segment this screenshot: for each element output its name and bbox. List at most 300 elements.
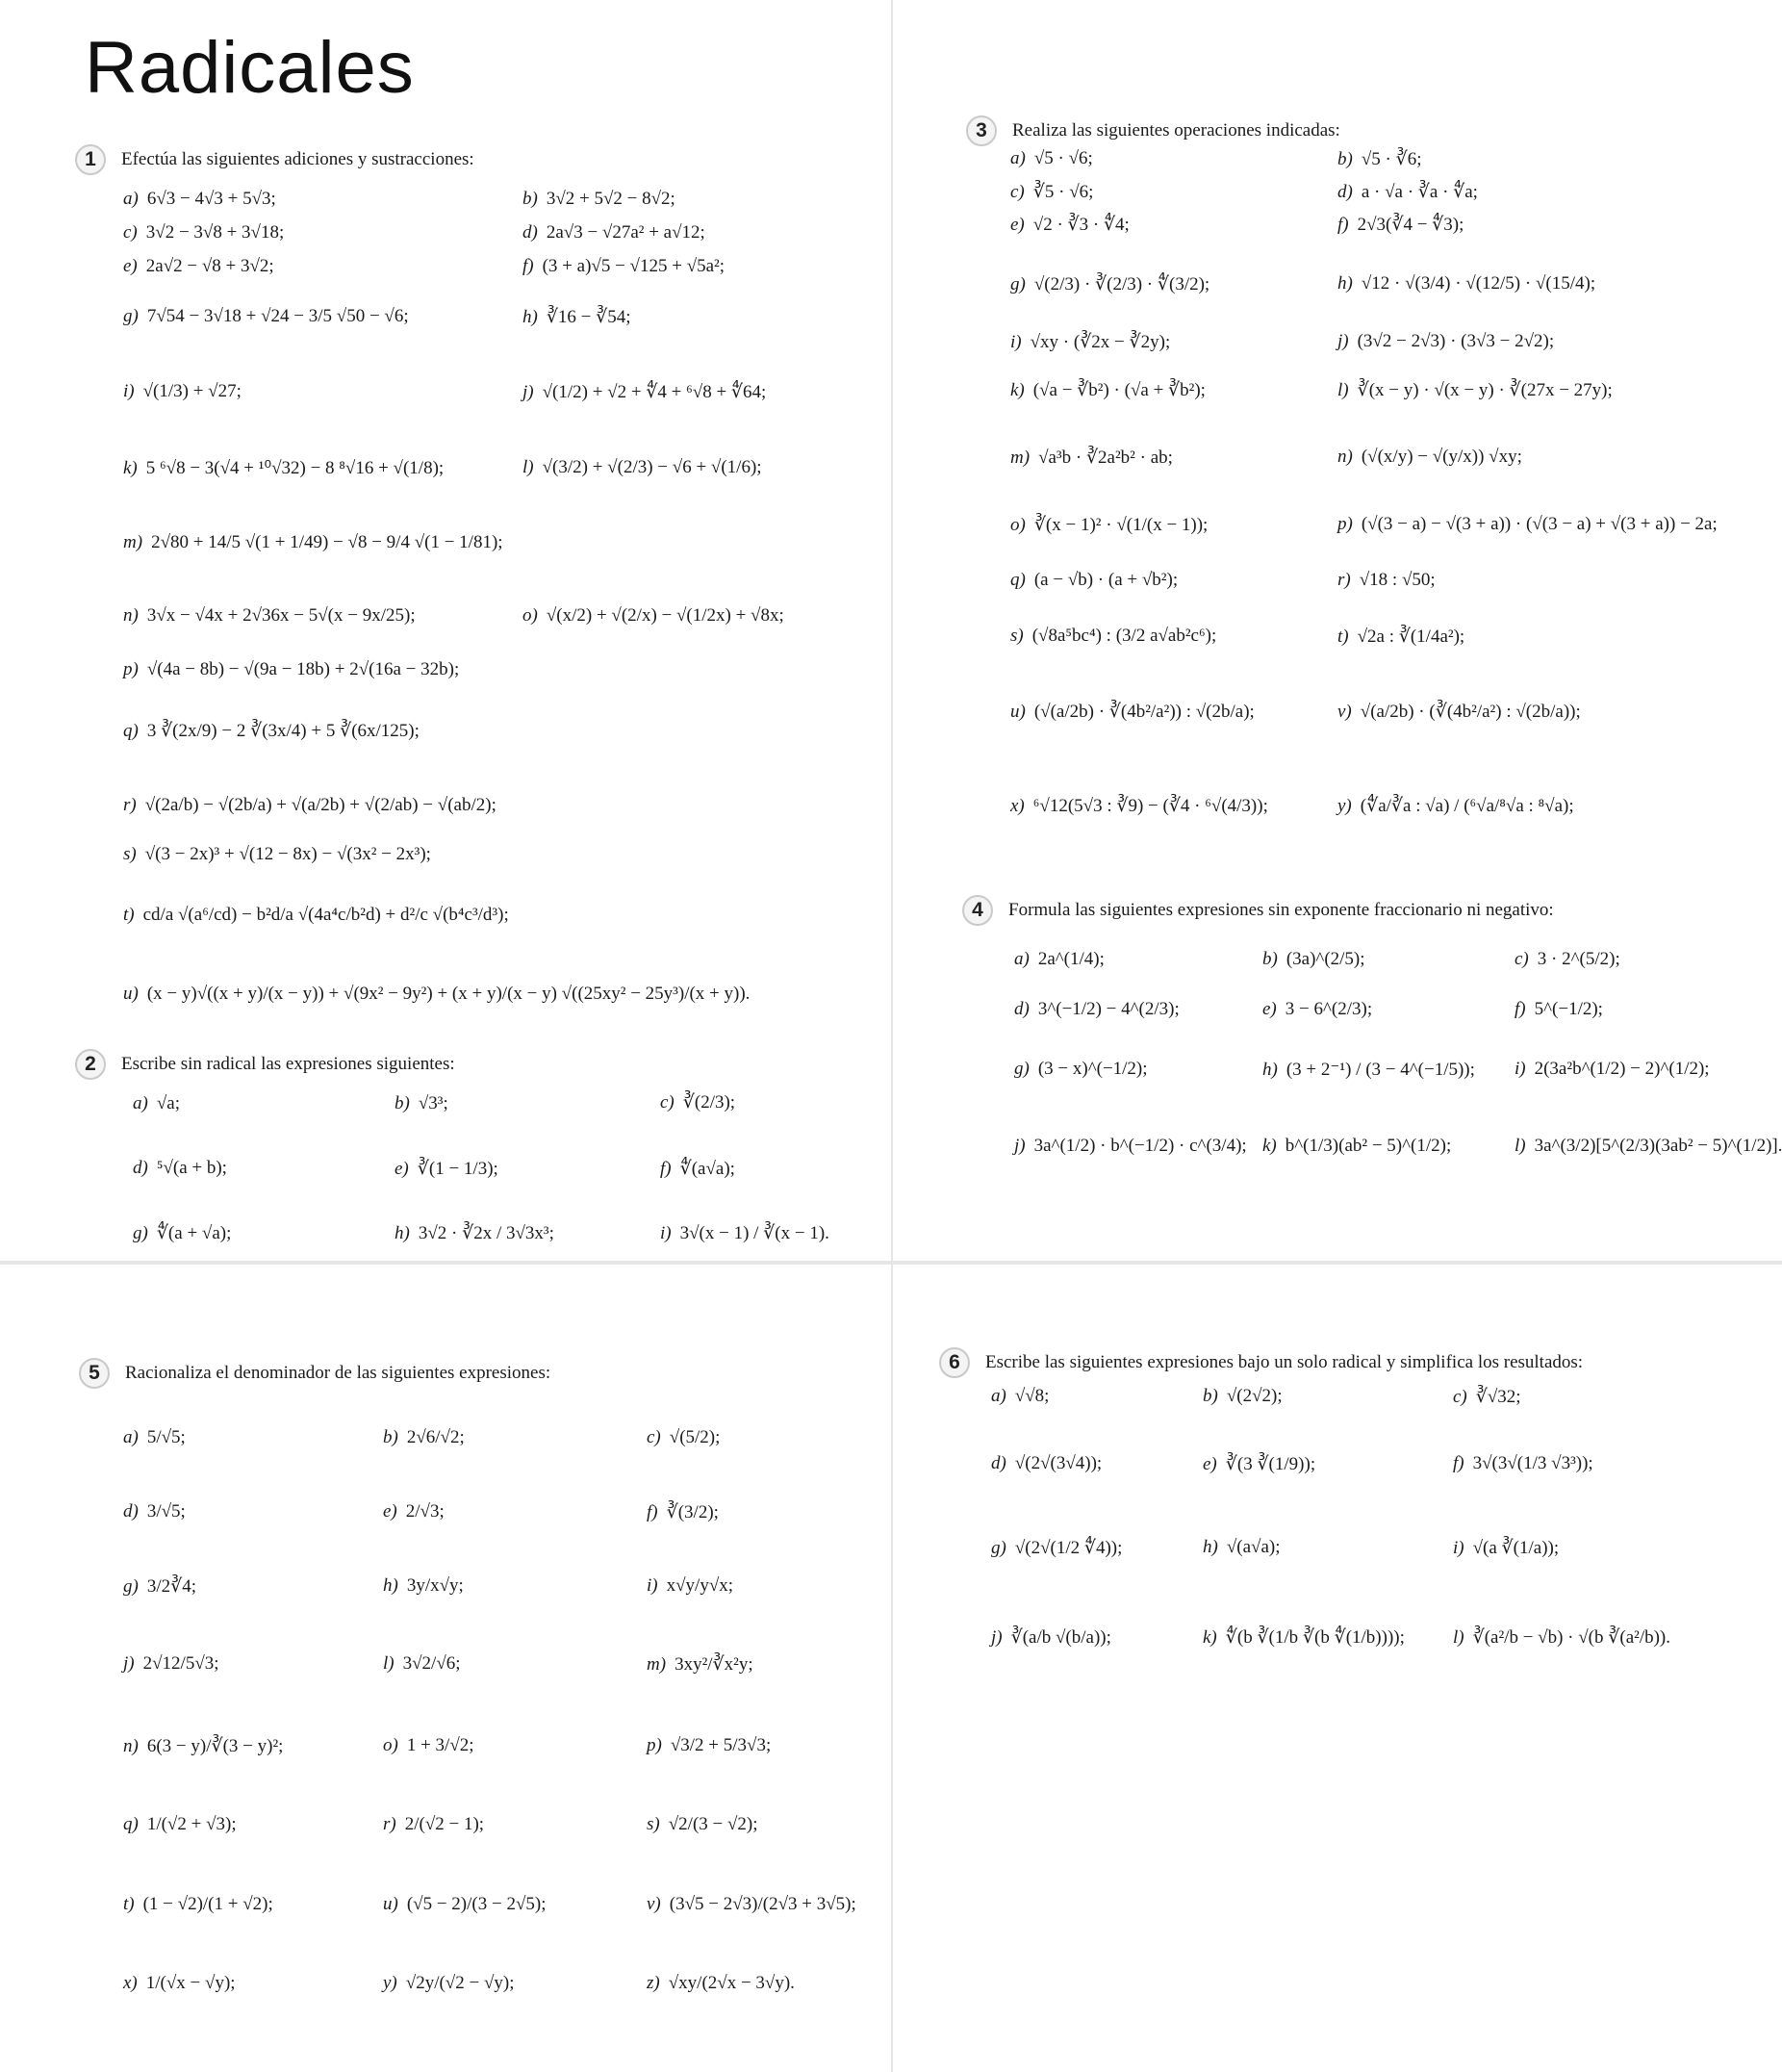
exercise-item: [133, 1222, 231, 1244]
exercise-label: a): [991, 1386, 1006, 1406]
exercise-expression: √(3/2) + √(2/3) − √6 + √(1/6);: [542, 457, 762, 477]
exercise-item: [1203, 1386, 1283, 1407]
exercise-item: [1010, 379, 1206, 401]
exercise-label: u): [1010, 701, 1026, 722]
exercise-expression: ∜(b ∛(1/b ∛(b ∜(1/b))));: [1225, 1627, 1405, 1648]
section-2-header: [75, 1049, 455, 1080]
section-6-header: [939, 1347, 1583, 1378]
exercise-item: [1010, 148, 1093, 169]
section-4-header: [962, 895, 1554, 926]
exercise-expression: √xy · (∛2x − ∛2y);: [1030, 332, 1171, 352]
section-instruction: Formula las siguientes expresiones sin exponente fraccionario ni negativo:: [1008, 900, 1554, 920]
exercise-expression: ∛(2/3);: [682, 1092, 736, 1113]
exercise-item: [1337, 447, 1522, 468]
exercise-expression: 2√80 + 14/5 √(1 + 1/49) − √8 − 9/4 √(1 − 1/81);: [151, 532, 503, 552]
exercise-item: [123, 189, 276, 210]
exercise-label: b): [1262, 949, 1278, 969]
section-1-header: [75, 144, 474, 175]
exercise-item: [991, 1453, 1102, 1474]
exercise-item: [647, 1814, 758, 1835]
exercise-item: [1010, 447, 1173, 469]
exercise-item: [383, 1894, 546, 1915]
exercise-expression: (1 − √2)/(1 + √2);: [142, 1894, 273, 1914]
exercise-item: [1203, 1537, 1280, 1558]
exercise-expression: (√(a/2b) · ∛(4b²/a²)) : √(2b/a);: [1033, 702, 1255, 722]
exercise-expression: 3√(x − 1) / ∛(x − 1).: [679, 1223, 829, 1243]
exercise-expression: √(a√a);: [1226, 1537, 1281, 1557]
exercise-item: [1010, 181, 1093, 203]
section-5-header: [79, 1358, 550, 1389]
exercise-label: h): [1262, 1059, 1278, 1080]
exercise-expression: 5^(−1/2);: [1534, 999, 1603, 1019]
exercise-label: p): [1337, 514, 1353, 534]
exercise-label: s): [647, 1814, 660, 1834]
exercise-label: x): [1010, 795, 1025, 816]
exercise-item: [395, 1222, 554, 1244]
exercise-item: [1337, 379, 1613, 401]
exercise-expression: √(5/2);: [669, 1427, 721, 1447]
exercise-label: d): [123, 1501, 139, 1522]
exercise-expression: 3√2 · ∛2x / 3√3x³;: [418, 1223, 554, 1243]
exercise-item: [123, 222, 284, 243]
exercise-label: i): [1010, 331, 1022, 352]
exercise-expression: ∛(a/b √(b/a));: [1010, 1627, 1111, 1648]
exercise-item: [1337, 214, 1464, 236]
exercise-expression: ∛16 − ∛54;: [546, 307, 631, 327]
exercise-expression: 2(3a²b^(1/2) − 2)^(1/2);: [1534, 1059, 1710, 1079]
exercise-label: y): [383, 1973, 397, 1993]
exercise-expression: √(2a/b) − √(2b/a) + √(a/2b) + √(2/ab) − √(ab/2);: [144, 795, 496, 815]
exercise-expression: (√(x/y) − √(y/x)) √xy;: [1361, 447, 1522, 467]
exercise-expression: cd/a √(a⁶/cd) − b²d/a √(4a⁴c/b²d) + d²/c √(b⁴c³/d³);: [142, 905, 509, 925]
exercise-expression: ∛(a²/b − √b) · √(b ∛(a²/b)).: [1472, 1627, 1671, 1648]
exercise-expression: ∛(1 − 1/3);: [417, 1159, 498, 1179]
exercise-item: [1337, 331, 1554, 352]
exercise-expression: 1 + 3/√2;: [406, 1735, 474, 1755]
exercise-label: s): [123, 844, 137, 864]
exercise-item: [383, 1814, 484, 1835]
exercise-item: [647, 1894, 856, 1915]
exercise-label: e): [123, 256, 138, 276]
exercise-expression: √(1/3) + √27;: [142, 381, 242, 401]
exercise-item: [660, 1091, 735, 1113]
exercise-expression: (3√2 − 2√3) · (3√3 − 2√2);: [1357, 331, 1555, 351]
exercise-label: n): [123, 1735, 139, 1756]
exercise-expression: √5 · ∛6;: [1361, 149, 1422, 169]
exercise-expression: 3xy²/∛x²y;: [675, 1654, 753, 1675]
exercise-expression: 6(3 − y)/∛(3 − y)²;: [146, 1736, 284, 1756]
exercise-item: [123, 720, 420, 742]
exercise-item: [123, 1735, 283, 1757]
exercise-item: [647, 1973, 795, 1994]
exercise-label: n): [1337, 447, 1353, 467]
exercise-label: a): [123, 1427, 139, 1447]
exercise-expression: ∛(3/2);: [666, 1502, 719, 1522]
exercise-item: [1014, 1136, 1247, 1157]
exercise-expression: √(4a − 8b) − √(9a − 18b) + 2√(16a − 32b);: [146, 659, 460, 679]
exercise-expression: 3 − 6^(2/3);: [1285, 999, 1373, 1019]
exercise-expression: 2√3(∛4 − ∜3);: [1357, 215, 1464, 235]
exercise-item: [123, 1575, 196, 1598]
exercise-label: j): [1014, 1136, 1026, 1156]
exercise-label: m): [123, 532, 143, 552]
exercise-expression: 5/√5;: [146, 1427, 186, 1447]
exercise-item: [123, 532, 503, 553]
exercise-expression: (3a)^(2/5);: [1286, 949, 1365, 969]
exercise-expression: 3√2 + 5√2 − 8√2;: [546, 189, 675, 209]
exercise-label: x): [123, 1973, 138, 1993]
exercise-label: j): [991, 1626, 1003, 1648]
exercise-label: q): [1010, 570, 1026, 590]
exercise-item: [1453, 1386, 1521, 1408]
exercise-expression: ⁵√(a + b);: [156, 1158, 227, 1178]
exercise-label: t): [123, 1894, 135, 1914]
exercise-item: [1262, 949, 1365, 970]
exercise-expression: (3 − x)^(−1/2);: [1037, 1059, 1148, 1079]
exercise-expression: 3√2/√6;: [402, 1653, 461, 1674]
exercise-item: [123, 1653, 219, 1675]
exercise-expression: 2/√3;: [405, 1501, 445, 1522]
exercise-item: [1014, 1059, 1148, 1080]
exercise-label: m): [1010, 447, 1031, 468]
exercise-label: q): [123, 1814, 139, 1834]
exercise-label: y): [1337, 795, 1352, 816]
exercise-item: [1337, 514, 1718, 535]
exercise-item: [522, 189, 675, 210]
exercise-expression: √(2√(1/2 ∜4));: [1014, 1538, 1123, 1558]
exercise-label: t): [1337, 626, 1349, 647]
exercise-expression: √(3 − 2x)³ + √(12 − 8x) − √(3x² − 2x³);: [144, 844, 431, 864]
exercise-item: [383, 1735, 474, 1756]
exercise-expression: ∛(x − y) · √(x − y) · ∛(27x − 27y);: [1357, 380, 1613, 400]
exercise-expression: ⁶√12(5√3 : ∛9) − (∛4 · ⁶√(4/3));: [1032, 796, 1268, 816]
exercise-label: o): [383, 1735, 398, 1755]
exercise-expression: 7√54 − 3√18 + √24 − 3/5 √50 − √6;: [146, 306, 409, 326]
exercise-item: [1010, 626, 1216, 647]
exercise-expression: 3√2 − 3√8 + 3√18;: [145, 222, 285, 243]
exercise-label: l): [1515, 1136, 1526, 1156]
exercise-label: e): [383, 1501, 397, 1522]
exercise-item: [133, 1158, 227, 1179]
exercise-expression: 3√x − √4x + 2√36x − 5√(x − 9x/25);: [146, 605, 416, 626]
exercise-expression: (3√5 − 2√3)/(2√3 + 3√5);: [669, 1894, 856, 1914]
exercise-label: l): [1337, 379, 1349, 400]
exercise-item: [133, 1093, 180, 1114]
exercise-label: f): [1515, 999, 1526, 1019]
exercise-label: f): [522, 256, 534, 276]
exercise-label: g): [123, 1575, 139, 1597]
exercise-item: [123, 795, 496, 816]
exercise-label: z): [647, 1973, 660, 1993]
section-number-badge: 2: [75, 1049, 106, 1080]
exercise-item: [1010, 701, 1255, 723]
exercise-item: [123, 457, 444, 479]
exercise-label: l): [522, 457, 534, 477]
exercise-item: [383, 1653, 461, 1675]
exercise-expression: ∜(a + √a);: [156, 1223, 232, 1243]
exercise-item: [1262, 1059, 1475, 1081]
exercise-label: g): [133, 1222, 148, 1243]
exercise-item: [383, 1575, 464, 1597]
section-instruction: Efectúa las siguientes adiciones y sustracciones:: [121, 149, 474, 169]
exercise-expression: 2a√3 − √27a² + a√12;: [546, 222, 705, 243]
exercise-expression: √2/(3 − √2);: [668, 1814, 758, 1834]
exercise-expression: 1/(√x − √y);: [145, 1973, 236, 1993]
exercise-item: [123, 256, 274, 277]
section-number-badge: 3: [966, 115, 997, 146]
exercise-item: [991, 1626, 1111, 1649]
exercise-expression: ∜(a√a);: [679, 1159, 735, 1179]
exercise-item: [1337, 181, 1478, 203]
exercise-item: [647, 1427, 720, 1448]
exercise-expression: (√8a⁵bc⁴) : (3/2 a√ab²c⁶);: [1031, 626, 1217, 646]
exercise-expression: √(2√(3√4));: [1014, 1453, 1103, 1473]
exercise-expression: 5 ⁶√8 − 3(√4 + ¹⁰√32) − 8 ⁸√16 + √(1/8);: [145, 458, 445, 478]
exercise-label: d): [991, 1453, 1006, 1473]
exercise-expression: √2y/(√2 − √y);: [405, 1973, 515, 1993]
exercise-item: [1337, 795, 1574, 817]
exercise-label: i): [123, 381, 135, 401]
exercise-label: j): [123, 1653, 135, 1674]
exercise-label: g): [1010, 273, 1026, 294]
exercise-expression: √(a/2b) · (∛(4b²/a²) : √(2b/a));: [1360, 702, 1581, 722]
exercise-expression: (3 + 2⁻¹) / (3 − 4^(−1/5));: [1286, 1060, 1475, 1080]
exercise-item: [123, 306, 409, 327]
exercise-expression: √xy/(2√x − 3√y).: [668, 1973, 795, 1993]
exercise-label: p): [647, 1735, 662, 1755]
exercise-label: a): [1014, 949, 1030, 969]
exercise-label: i): [1453, 1537, 1464, 1558]
exercise-expression: √2 · ∛3 · ∜4;: [1032, 215, 1130, 235]
exercise-expression: 2a^(1/4);: [1037, 949, 1105, 969]
exercise-item: [1010, 214, 1130, 236]
exercise-label: b): [1337, 148, 1353, 169]
exercise-expression: 3 · 2^(5/2);: [1537, 949, 1620, 969]
exercise-label: v): [1337, 701, 1352, 722]
exercise-item: [1010, 795, 1268, 817]
exercise-expression: √3³;: [418, 1093, 448, 1113]
exercise-label: d): [522, 222, 538, 243]
exercise-item: [1203, 1453, 1315, 1475]
exercise-expression: 6√3 − 4√3 + 5√3;: [146, 189, 276, 209]
exercise-item: [383, 1973, 514, 1994]
exercise-item: [1010, 331, 1170, 353]
exercise-expression: √√8;: [1014, 1386, 1050, 1406]
exercise-expression: 3 ∛(2x/9) − 2 ∛(3x/4) + 5 ∛(6x/125);: [146, 721, 420, 741]
exercise-label: h): [522, 306, 538, 327]
exercise-item: [991, 1537, 1122, 1559]
section-instruction: Escribe las siguientes expresiones bajo un solo radical y simplifica los resultados:: [985, 1352, 1584, 1372]
exercise-expression: √(a ∛(1/a));: [1472, 1538, 1560, 1558]
exercise-item: [1453, 1626, 1670, 1649]
exercise-label: c): [1515, 949, 1529, 969]
exercise-expression: (√(3 − a) − √(3 + a)) · (√(3 − a) + √(3 + a)) − 2a;: [1361, 514, 1718, 534]
exercise-label: k): [1262, 1136, 1277, 1156]
exercise-label: n): [123, 605, 139, 626]
exercise-label: m): [647, 1653, 667, 1675]
exercise-item: [123, 1973, 236, 1994]
exercise-label: c): [123, 222, 138, 243]
exercise-label: b): [1203, 1386, 1218, 1406]
exercise-label: c): [1010, 181, 1025, 202]
section-instruction: Realiza las siguientes operaciones indicadas:: [1012, 120, 1340, 141]
section-number-badge: 1: [75, 144, 106, 175]
exercise-label: k): [123, 457, 138, 478]
page-title: Radicales: [85, 27, 415, 109]
exercise-label: e): [1010, 214, 1025, 235]
exercise-expression: √(2/3) · ∛(2/3) · ∜(3/2);: [1033, 274, 1210, 294]
exercise-item: [1262, 999, 1372, 1020]
exercise-expression: √a³b · ∛2a²b² · ab;: [1038, 448, 1173, 468]
exercise-expression: √5 · √6;: [1033, 148, 1093, 168]
exercise-label: e): [395, 1158, 409, 1179]
exercise-item: [1337, 148, 1421, 170]
exercise-item: [647, 1575, 733, 1597]
exercise-item: [1337, 626, 1464, 648]
exercise-item: [1337, 701, 1581, 723]
exercise-item: [395, 1093, 448, 1114]
exercise-label: a): [123, 189, 139, 209]
exercise-label: f): [660, 1158, 672, 1179]
exercise-expression: 2√12/5√3;: [142, 1653, 219, 1674]
exercise-label: f): [1337, 214, 1349, 235]
exercise-item: [123, 844, 431, 865]
section-instruction: Escribe sin radical las expresiones siguientes:: [121, 1054, 455, 1074]
exercise-expression: 3/2∛4;: [146, 1576, 196, 1597]
section-3-header: [966, 115, 1340, 146]
exercise-expression: 1/(√2 + √3);: [146, 1814, 237, 1834]
exercise-item: [647, 1653, 753, 1676]
exercise-label: f): [1453, 1453, 1464, 1473]
exercise-expression: √(1/2) + √2 + ∜4 + ⁶√8 + ∜64;: [542, 382, 767, 402]
section-instruction: Racionaliza el denominador de las siguientes expresiones:: [125, 1363, 551, 1383]
exercise-item: [1337, 570, 1436, 591]
exercise-label: d): [1337, 181, 1353, 202]
exercise-expression: 3a^(1/2) · b^(−1/2) · c^(3/4);: [1033, 1136, 1247, 1156]
exercise-label: j): [1337, 331, 1349, 351]
exercise-item: [123, 1894, 273, 1915]
exercise-expression: √18 : √50;: [1359, 570, 1436, 590]
exercise-label: f): [647, 1501, 658, 1522]
exercise-expression: √2a : ∛(1/4a²);: [1357, 627, 1465, 647]
exercise-label: p): [123, 659, 139, 679]
exercise-expression: (√5 − 2)/(3 − 2√5);: [406, 1894, 547, 1914]
exercise-item: [647, 1501, 719, 1523]
exercise-expression: x√y/y√x;: [666, 1575, 734, 1596]
exercise-expression: ∛√32;: [1475, 1387, 1521, 1407]
exercise-expression: (3 + a)√5 − √125 + √5a²;: [542, 256, 726, 276]
exercise-label: h): [395, 1222, 410, 1243]
exercise-expression: √(x/2) + √(2/x) − √(1/2x) + √8x;: [546, 605, 784, 626]
exercise-label: h): [1203, 1537, 1218, 1557]
exercise-label: b): [522, 189, 538, 209]
exercise-label: l): [383, 1653, 395, 1674]
exercise-expression: 3a^(3/2)[5^(2/3)(3ab² − 5)^(1/2)].: [1534, 1136, 1782, 1156]
exercise-label: j): [522, 381, 534, 402]
exercise-label: k): [1203, 1626, 1217, 1648]
exercise-item: [647, 1735, 771, 1756]
exercise-label: q): [123, 720, 139, 741]
exercise-item: [522, 381, 766, 403]
exercise-item: [522, 457, 762, 478]
exercise-label: i): [660, 1222, 672, 1243]
exercise-label: o): [1010, 514, 1026, 535]
exercise-label: h): [383, 1575, 398, 1596]
exercise-label: b): [383, 1427, 398, 1447]
exercise-expression: √(2√2);: [1226, 1386, 1283, 1406]
exercise-item: [383, 1427, 465, 1448]
exercise-item: [991, 1386, 1049, 1407]
exercise-item: [123, 1814, 237, 1835]
exercise-item: [1014, 999, 1180, 1020]
exercise-expression: 3√(3√(1/3 √3³));: [1472, 1453, 1593, 1473]
exercise-item: [123, 659, 459, 680]
exercise-label: k): [1010, 379, 1025, 400]
exercise-item: [1515, 1059, 1710, 1080]
exercise-item: [1515, 999, 1603, 1020]
exercise-label: c): [1453, 1386, 1467, 1407]
exercise-item: [1515, 949, 1620, 970]
exercise-label: s): [1010, 626, 1024, 646]
exercise-expression: ∛(x − 1)² · √(1/(x − 1));: [1033, 515, 1209, 535]
exercise-label: d): [133, 1158, 148, 1178]
exercise-item: [1010, 273, 1209, 295]
exercise-item: [1262, 1136, 1451, 1157]
exercise-label: u): [383, 1894, 398, 1914]
exercise-label: e): [1203, 1453, 1217, 1474]
exercise-label: a): [133, 1093, 148, 1113]
exercise-item: [1203, 1626, 1405, 1649]
exercise-label: g): [1014, 1059, 1030, 1079]
exercise-item: [522, 222, 705, 243]
exercise-expression: 2/(√2 − 1);: [404, 1814, 485, 1834]
exercise-item: [123, 984, 750, 1005]
exercise-item: [1453, 1537, 1559, 1559]
exercise-item: [383, 1501, 445, 1522]
exercise-label: r): [1337, 570, 1351, 590]
exercise-label: e): [1262, 999, 1277, 1019]
exercise-expression: b^(1/3)(ab² − 5)^(1/2);: [1285, 1136, 1452, 1156]
exercise-item: [522, 256, 725, 277]
exercise-expression: ∛(3 ∛(1/9));: [1225, 1454, 1316, 1474]
exercise-item: [1337, 273, 1595, 294]
exercise-item: [123, 381, 242, 402]
exercise-expression: √3/2 + 5/3√3;: [670, 1735, 772, 1755]
exercise-label: l): [1453, 1626, 1464, 1648]
exercise-item: [522, 306, 631, 328]
exercise-expression: 3/√5;: [146, 1501, 186, 1522]
section-number-badge: 4: [962, 895, 993, 926]
exercise-label: a): [1010, 148, 1026, 168]
section-number-badge: 6: [939, 1347, 970, 1378]
exercise-label: i): [647, 1575, 658, 1596]
exercise-expression: (∜a/∛a : √a) / (⁶√a/⁸√a : ⁸√a);: [1360, 796, 1574, 816]
column-divider-top: [891, 0, 893, 1261]
exercise-expression: 2√6/√2;: [406, 1427, 465, 1447]
exercise-item: [123, 1427, 186, 1448]
exercise-label: b): [395, 1093, 410, 1113]
row-divider: [0, 1261, 1782, 1265]
exercise-label: t): [123, 905, 135, 925]
exercise-item: [1515, 1136, 1782, 1157]
exercise-item: [1453, 1453, 1593, 1474]
exercise-label: d): [1014, 999, 1030, 1019]
exercise-expression: 2a√2 − √8 + 3√2;: [145, 256, 274, 276]
exercise-label: o): [522, 605, 538, 626]
exercise-label: h): [1337, 273, 1353, 294]
exercise-expression: 3y/x√y;: [406, 1575, 464, 1596]
exercise-label: c): [647, 1427, 661, 1447]
